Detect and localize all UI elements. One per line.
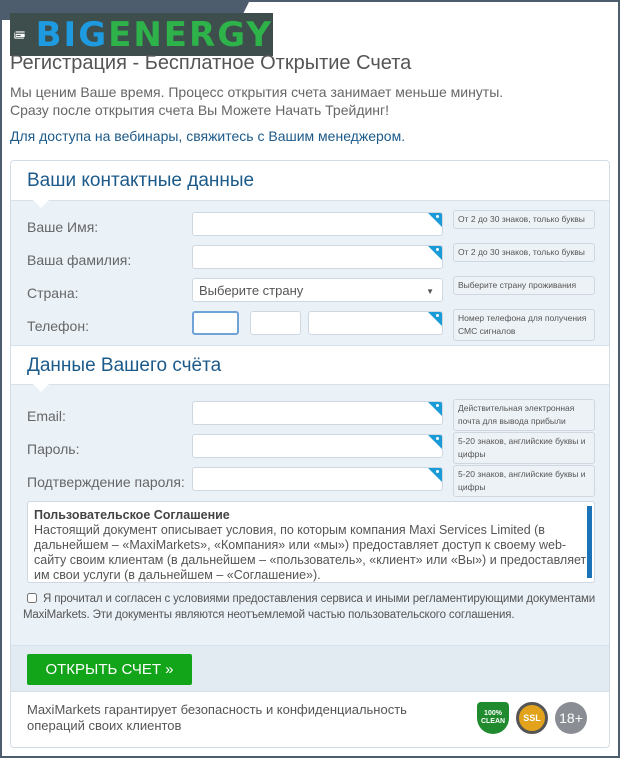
label-confirm-password: Подтверждение пароля: xyxy=(27,474,185,490)
section-title-account: Данные Вашего счёта xyxy=(11,345,609,385)
required-marker-icon xyxy=(428,402,442,416)
scrollbar[interactable] xyxy=(587,506,592,578)
first-name-input[interactable] xyxy=(192,212,443,236)
registration-form xyxy=(10,160,610,748)
required-marker-icon xyxy=(428,312,442,326)
ssl-badge-icon: SSL xyxy=(516,702,548,734)
label-password: Пароль: xyxy=(27,441,80,457)
age-18-badge-icon: 18+ xyxy=(555,702,587,734)
last-name-input[interactable] xyxy=(192,245,443,269)
required-marker-icon xyxy=(428,468,442,482)
required-marker-icon xyxy=(428,213,442,227)
submit-row xyxy=(11,645,610,691)
security-footer xyxy=(11,691,610,748)
country-select[interactable]: Выберите страну ▼ xyxy=(192,278,443,302)
section-title-contact: Ваши контактные данные xyxy=(11,161,609,201)
hint-phone: Номер телефона для получения СМС сигналов xyxy=(453,309,595,341)
label-last-name: Ваша фамилия: xyxy=(27,252,132,268)
phone-number-input[interactable] xyxy=(308,311,443,335)
agree-checkbox[interactable] xyxy=(27,593,37,603)
webinar-note: Для доступа на вебинары, свяжитесь с Вашим менеджером. xyxy=(10,128,406,144)
open-account-button[interactable]: ОТКРЫТЬ СЧЕТ » xyxy=(27,654,192,685)
dropdown-arrow-icon: ▼ xyxy=(426,287,434,296)
page-title: Регистрация - Бесплатное Открытие Счета xyxy=(10,52,412,74)
email-input[interactable] xyxy=(192,401,443,425)
clean-badge-icon: 100% CLEAN xyxy=(477,702,509,734)
label-country: Страна: xyxy=(27,285,79,301)
intro-text: Мы ценим Ваше время. Процесс открытия счета занимает меньше минуты. Сразу после открытия счета Вы Можете Начать Трейдинг! xyxy=(10,84,504,118)
hint-first-name: От 2 до 30 знаков, только буквы xyxy=(453,210,595,229)
label-phone: Телефон: xyxy=(27,318,89,334)
agree-text: Я прочитал и согласен с условиями предоставления сервиса и иными регламентирующими документами MaxiMarkets. Эти документы являются неотъемлемой частью пользовательского соглашения. xyxy=(23,593,596,621)
hint-last-name: От 2 до 30 знаков, только буквы xyxy=(453,243,595,262)
logo: BIGENERGY xyxy=(10,13,273,56)
phone-area-input[interactable] xyxy=(250,311,301,335)
terms-box[interactable] xyxy=(27,501,595,583)
confirm-password-input[interactable] xyxy=(192,467,443,491)
label-first-name: Ваше Имя: xyxy=(27,219,99,235)
hint-email: Действительная электронная почта для вывода прибыли xyxy=(453,399,595,431)
phone-code-input[interactable] xyxy=(192,311,239,335)
label-email: Email: xyxy=(27,408,66,424)
agree-row xyxy=(23,591,601,623)
required-marker-icon xyxy=(428,435,442,449)
security-text: MaxiMarkets гарантирует безопасность и конфиденциальность операций своих клиентов xyxy=(27,702,407,733)
terms-body: Настоящий документ описывает условия, по которым компания Maxi Services Limited (в дальнейшем – «MaxiMarkets», «Компания» или «мы») предоставляет доступ к своему web-сайту своим клиентам (в дальнейшем – «пользователь», «клиент» или «Вы») и предоставляет им свои услуги (в дальнейшем – «Соглашение»). xyxy=(34,523,587,582)
hint-country: Выберите страну проживания xyxy=(453,276,595,295)
password-input[interactable] xyxy=(192,434,443,458)
required-marker-icon xyxy=(428,246,442,260)
hint-confirm-password: 5-20 знаков, английские буквы и цифры xyxy=(453,465,595,497)
hint-password: 5-20 знаков, английские буквы и цифры xyxy=(453,432,595,464)
terms-title: Пользовательское Соглашение xyxy=(34,508,230,522)
card-icon xyxy=(14,21,26,49)
